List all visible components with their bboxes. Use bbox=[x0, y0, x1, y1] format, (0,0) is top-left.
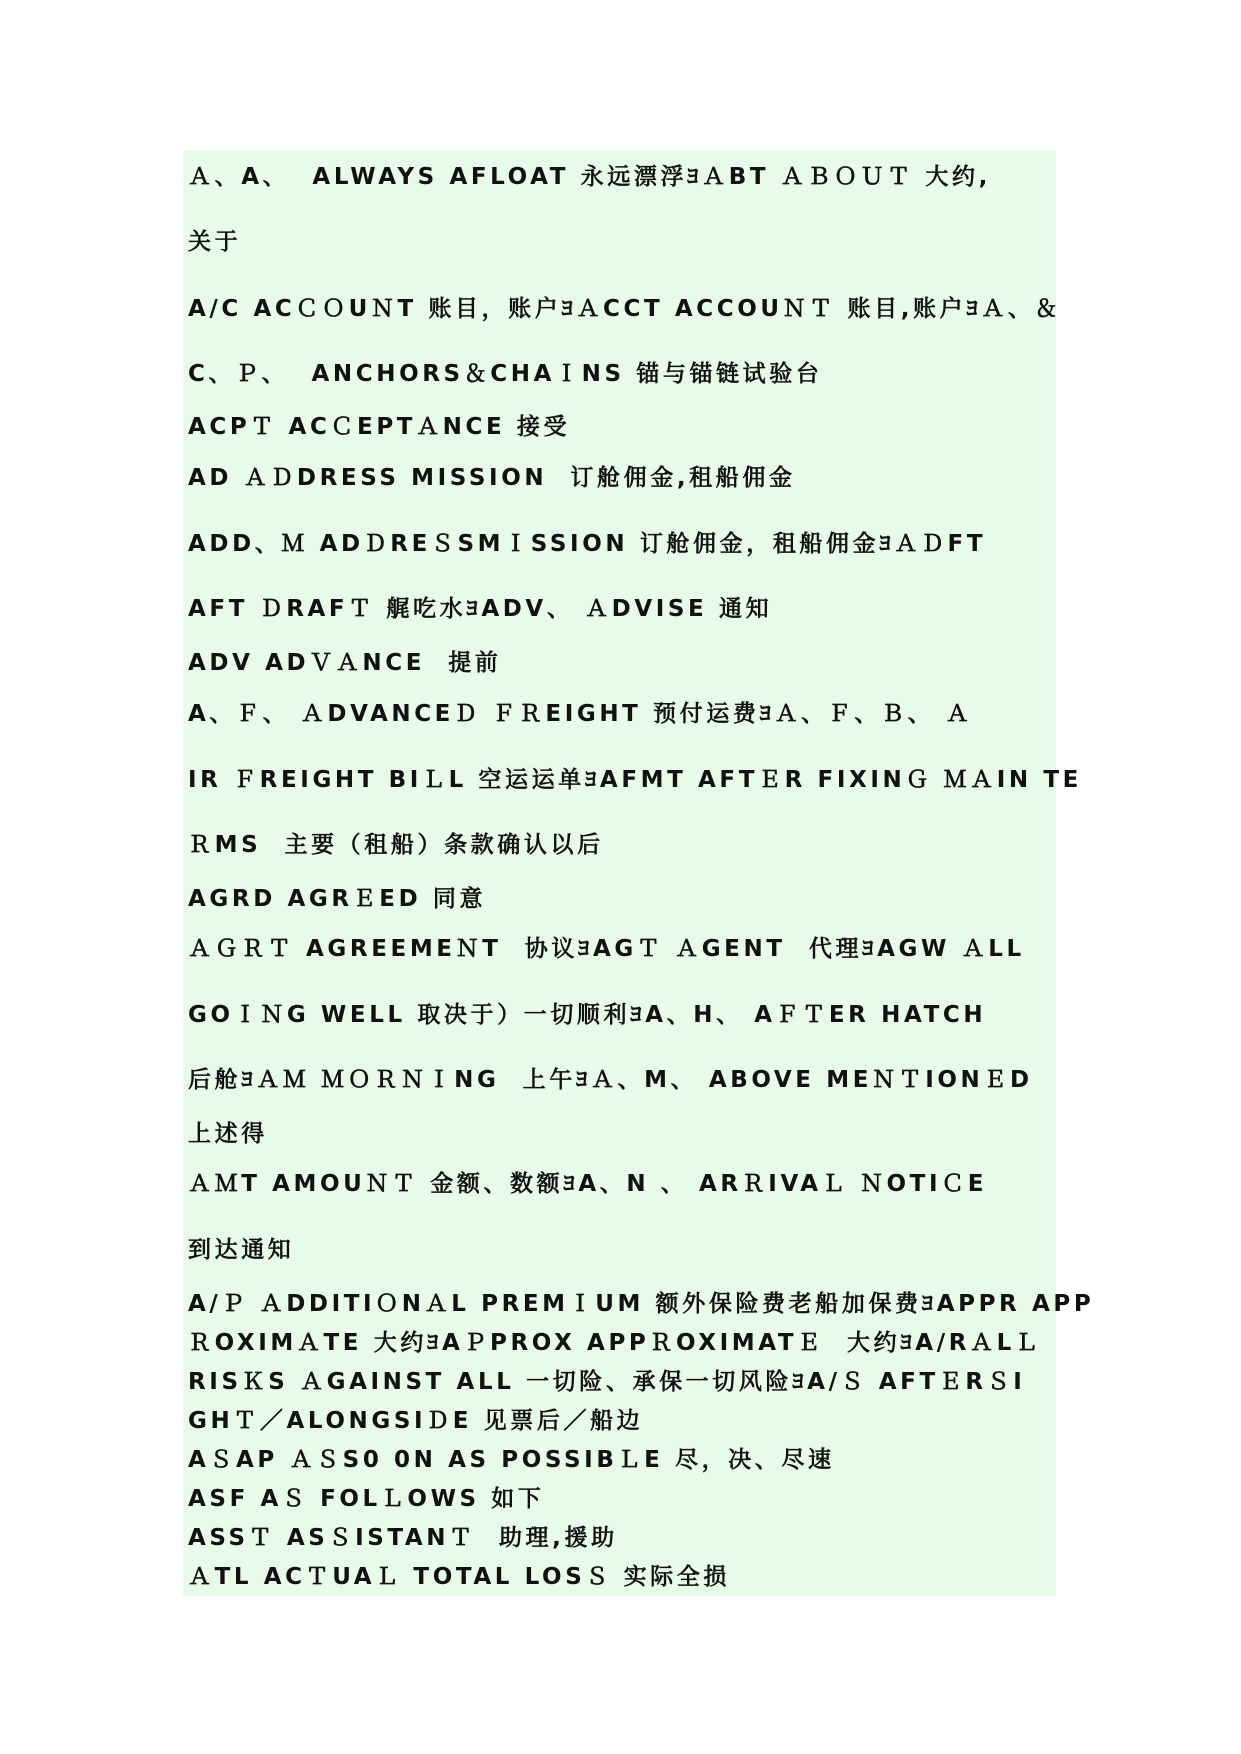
glossary-line: AGRD AGRＥED 同意 bbox=[188, 886, 487, 912]
glossary-line: 关于 bbox=[188, 229, 242, 255]
glossary-line: AD ＡＤDRESS MISSION 订舱佣金,租船佣金 bbox=[188, 465, 796, 491]
glossary-line: IR ＦREIGHT BIＬL 空运运单ﾖAFMT AFTＥR FIXINＧ ＭＡIN TE bbox=[188, 767, 1082, 793]
glossary-line: AFT ＤRAFＴ 艉吃水ﾖADV、 ＡDVISE 通知 bbox=[188, 596, 773, 622]
glossary-line: ADV ADＶＡNCE 提前 bbox=[188, 650, 502, 676]
glossary-line: 后舱ﾖＡＭ ＭＯＲＮＩNG 上午ﾖＡ、M、 ABOVE MEＮＴIONＥD bbox=[188, 1067, 1033, 1093]
glossary-line: RISＫS ＡGAINST ALL 一切险、承保一切风险ﾖA/Ｓ AFTＥRＳI bbox=[188, 1369, 1026, 1395]
glossary-line: ＲOXIMＡTE 大约ﾖAＰPROX APPＲOXIMATＥ 大约ﾖA/RＡLＬ bbox=[188, 1330, 1042, 1356]
glossary-line: ACPＴ ACＣEPTＡNCE 接受 bbox=[188, 414, 571, 440]
glossary-line: ＡTL ACＴUAＬ TOTAL LOSＳ 实际全损 bbox=[188, 1564, 730, 1590]
glossary-line: 到达通知 bbox=[188, 1237, 295, 1263]
glossary-line: GHＴ／ALONGSIＤE 见票后／船边 bbox=[188, 1408, 644, 1434]
glossary-line: 上述得 bbox=[188, 1121, 268, 1147]
glossary-line: GOＩＮG WELL 取决于）一切顺利ﾖA、H、 AＦＴER HATCH bbox=[188, 1002, 987, 1028]
glossary-line: ASSＴ ASＳISTANＴ 助理,援助 bbox=[188, 1525, 618, 1551]
glossary-line: A、Ｆ、 ＡDVANCEＤ ＦＲEIGHT 预付运费ﾖＡ、Ｆ、Ｂ、 Ａ bbox=[188, 701, 973, 727]
glossary-line: ASF AＳ FOLＬOWS 如下 bbox=[188, 1486, 545, 1512]
glossary-line: C、Ｐ、 ANCHORS＆CHAＩNS 锚与锚链试验台 bbox=[188, 361, 823, 387]
glossary-line: ADD、Ｍ ADＤREＳSMＩSSION 订舱佣金，租船佣金ﾖＡＤFT bbox=[188, 531, 987, 557]
glossary-line: A/Ｐ ＡDDITIＯNＡL PREMＩUM 额外保险费老船加保费ﾖAPPR APP bbox=[188, 1291, 1095, 1317]
glossary-line: ＡＭT AMOUＮＴ 金额、数额ﾖA、N 、 ARＲIVAＬ ＮOTIＣE bbox=[188, 1171, 988, 1197]
glossary-line: AＳAP ＡＳS0 0N AS POSSIBＬE 尽，决、尽速 bbox=[188, 1447, 835, 1473]
glossary-line: Ａ、A、 ALWAYS AFLOAT 永远漂浮ﾖＡBT ＡＢＯＵＴ 大约, bbox=[188, 164, 991, 190]
glossary-line: ＲMS 主要（租船）条款确认以后 bbox=[188, 832, 604, 858]
glossary-line: ＡＧＲＴ AGREEMEＮT 协议ﾖAGＴ ＡGENT 代理ﾖAGW ＡLL bbox=[188, 936, 1025, 962]
glossary-line: A/C ACＣＯUＮT 账目，账户ﾖＡCCT ACCOUＮＴ 账目,账户ﾖＡ、＆ bbox=[188, 296, 1062, 322]
